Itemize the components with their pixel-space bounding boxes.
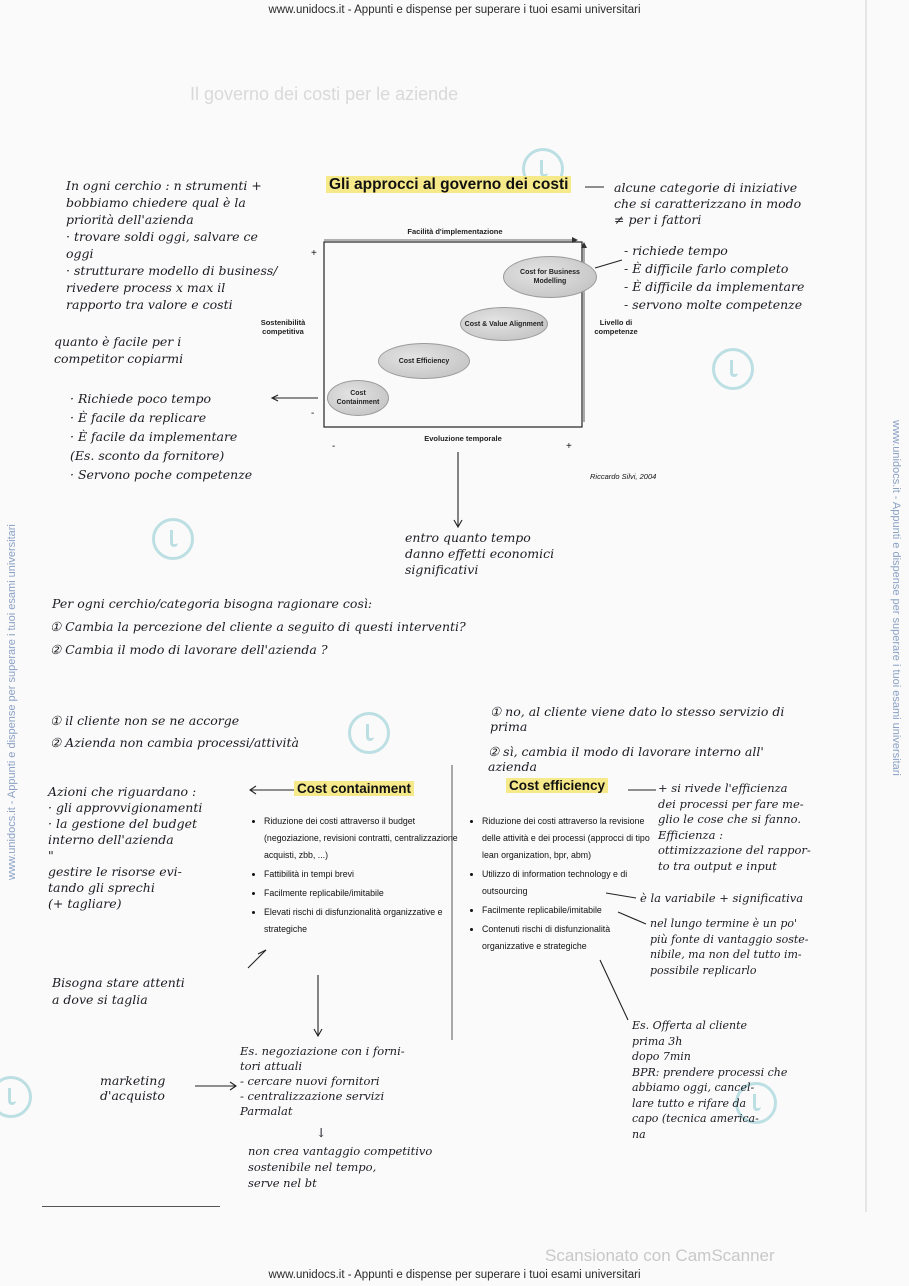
answer-right-1: ① no, al cliente viene dato lo stesso servizio di prima xyxy=(490,704,785,734)
list-item: • Elevati rischi di disfunzionalità organizzative e strategiche xyxy=(264,904,460,938)
plus-sign-bottom: + xyxy=(566,441,572,452)
ellipse-cost-value-alignment: Cost & Value Alignment xyxy=(460,307,548,341)
note-no-vantaggio: non crea vantaggio competitivo sostenibile nel tempo, serve nel bt xyxy=(248,1144,433,1190)
note-top-right: alcune categorie di iniziative che si caratterizzano in modo ≠ per i fattori xyxy=(614,180,802,227)
question-2: ② Cambia il modo di lavorare dell'azienda ? xyxy=(50,642,328,657)
ghost-heading: Il governo dei costi per le aziende xyxy=(190,84,459,104)
ellipse-cost-efficiency: Cost Efficiency xyxy=(378,343,470,379)
right-axis-label: Livello di competenze xyxy=(594,318,638,336)
list-item: • Facilmente replicabile/imitabile xyxy=(482,902,662,919)
note-actions: Azioni che riguardano : · gli approvvigionamenti · la gestione del budget interno dell'azienda " gestire le risorse evi- tando gli sprechi (+ tagliare) xyxy=(48,784,203,911)
diagram-citation: Riccardo Silvi, 2004 xyxy=(590,472,657,481)
arrow-down-glyph: ↓ xyxy=(316,1125,327,1140)
top-watermark-banner: www.unidocs.it - Appunti e dispense per superare i tuoi esami universitari xyxy=(268,4,641,16)
note-es-right: Es. Offerta al cliente prima 3h dopo 7min BPR: prendere processi che abbiamo oggi, cancel- lare tutto e rifare da capo (tecnica america- na xyxy=(632,1019,788,1141)
cost-containment-title: Cost containment xyxy=(294,781,414,796)
note-marketing: marketing d'acquisto xyxy=(100,1073,166,1103)
note-competitor: quanto è facile per i competitor copiarmi xyxy=(54,334,184,366)
minus-sign-bottom: - xyxy=(332,441,336,452)
right-side-watermark: www.unidocs.it - Appunti e dispense per superare i tuoi esami universitari xyxy=(890,420,902,776)
questions-intro: Per ogni cerchio/categoria bisogna ragionare così: xyxy=(52,596,373,611)
camscanner-label: Scansionato con CamScanner xyxy=(545,1246,775,1265)
cost-efficiency-title: Cost efficiency xyxy=(506,778,608,793)
ellipse-cost-containment: Cost Containment xyxy=(327,380,389,416)
note-attenti: Bisogna stare attenti a dove si taglia xyxy=(52,975,185,1007)
note-bottom-left: · Richiede poco tempo · È facile da replicare · È facile da implementare (Es. sconto da fornitore) · Servono poche competenze xyxy=(70,391,253,482)
note-efficienza-def: + si rivede l'efficienza dei processi per fare me- glio le cose che si fanno. Efficienza : ottimizzazione del rappor- to tra output e input xyxy=(658,781,811,873)
cost-efficiency-list xyxy=(468,813,662,957)
list-item: • Fattibilità in tempi brevi xyxy=(264,866,460,883)
list-item: • Facilmente replicabile/imitabile xyxy=(264,885,460,902)
bottom-axis-label: Evoluzione temporale xyxy=(424,434,502,443)
ellipse-cost-business-modelling: Cost for Business Modelling xyxy=(503,256,597,298)
note-es-left: Es. negoziazione con i forni- tori attuali - cercare nuovi fornitori - centralizzazione servizi Parmalat xyxy=(240,1044,405,1118)
left-side-watermark: www.unidocs.it - Appunti e dispense per superare i tuoi esami universitari xyxy=(6,524,18,880)
note-variabile: è la variabile + significativa xyxy=(640,891,804,905)
top-axis-label: Facilità d'implementazione xyxy=(407,227,503,236)
note-time-effect: entro quanto tempo danno effetti economici significativi xyxy=(405,530,555,577)
answer-left-2: ② Azienda non cambia processi/attività xyxy=(50,735,299,750)
cost-containment-list xyxy=(250,813,460,940)
answer-right-2: ② sì, cambia il modo di lavorare interno all' azienda xyxy=(488,744,764,774)
note-right-list: - richiede tempo - È difficile farlo completo - È difficile da implementare - servono molte competenze xyxy=(624,243,805,312)
list-item: • Contenuti rischi di disfunzionalità organizzative e strategiche xyxy=(482,921,662,955)
list-item: • Riduzione dei costi attraverso il budget (negoziazione, revisioni contratti, centralizzazione acquisti, zbb, ...) xyxy=(264,813,460,864)
left-axis-label: Sostenibilità competitiva xyxy=(260,318,306,336)
bottom-watermark-banner: www.unidocs.it - Appunti e dispense per superare i tuoi esami universitari xyxy=(268,1269,641,1281)
list-item: • Riduzione dei costi attraverso la revisione delle attività e dei processi (approcci di tipo lean organization, bpr, abm) xyxy=(482,813,662,864)
minus-sign-left: - xyxy=(311,408,315,419)
diagram-title: Gli approcci al governo dei costi xyxy=(326,176,571,194)
question-1: ① Cambia la percezione del cliente a seguito di questi interventi? xyxy=(50,619,466,634)
plus-sign-left: + xyxy=(311,248,317,259)
answer-left-1: ① il cliente non se ne accorge xyxy=(50,713,240,728)
list-item: • Utilizzo di information technology e di outsourcing xyxy=(482,866,662,900)
note-top-left: In ogni cerchio : n strumenti + bobbiamo chiedere qual è la priorità dell'azienda · trovare soldi oggi, salvare ce oggi · strutturare modello di business/ rivedere process x max il rapporto tra valore e costi xyxy=(66,178,278,312)
note-lungo-termine: nel lungo termine è un po' più fonte di vantaggio soste- nibile, ma non del tutto im- possibile replicarlo xyxy=(650,917,809,977)
